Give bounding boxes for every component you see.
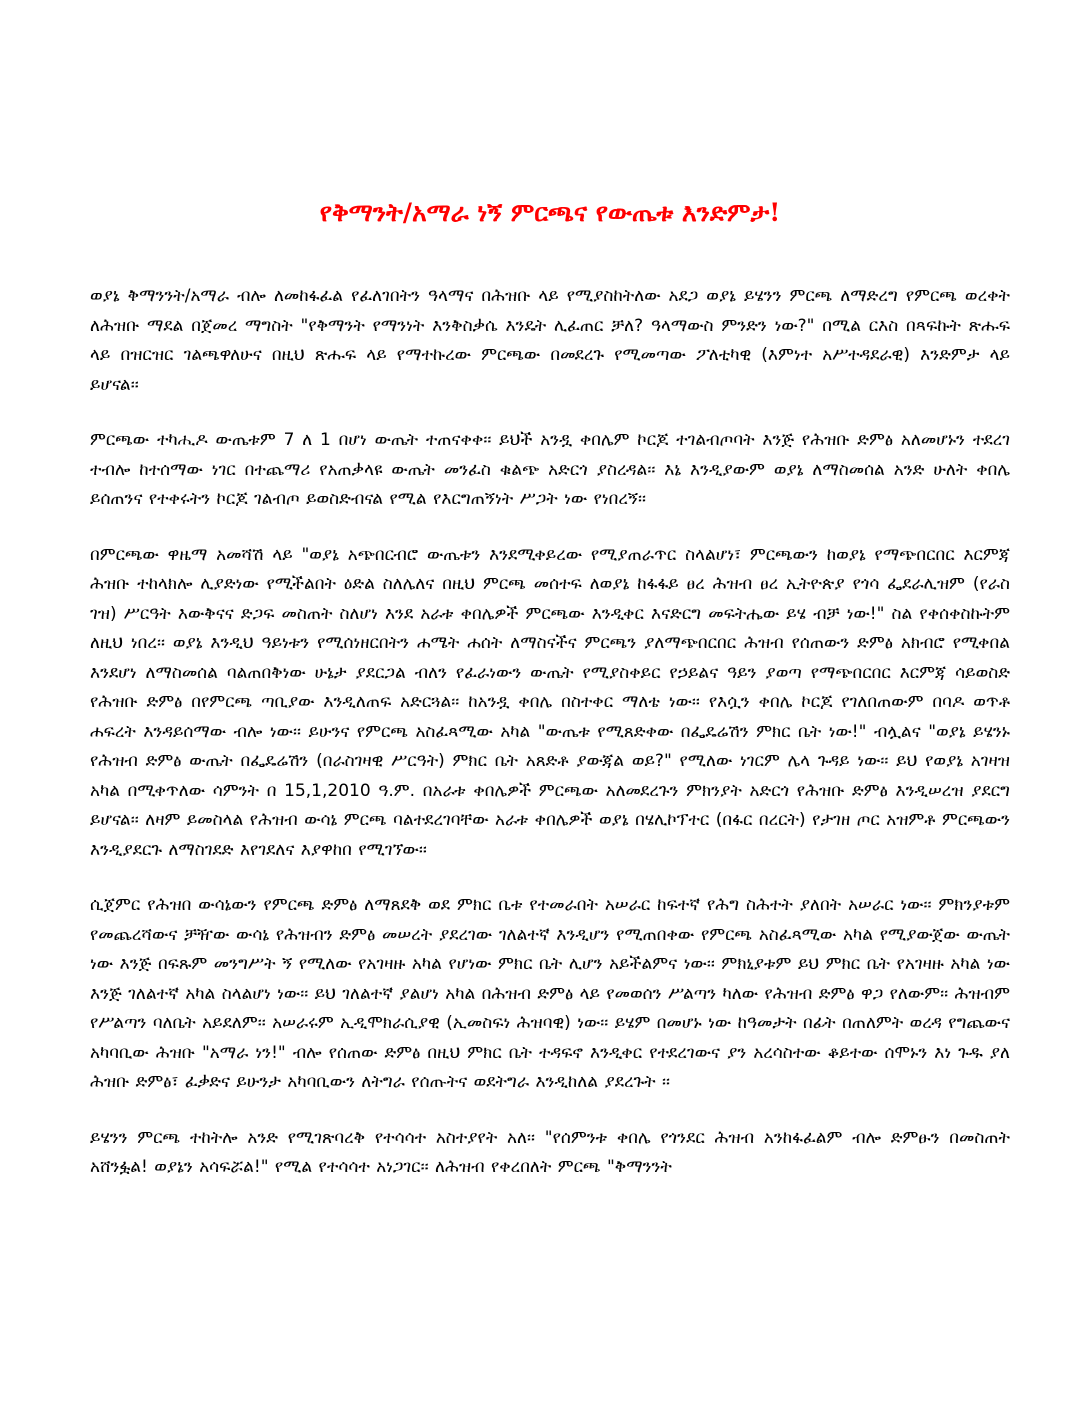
paragraph-2: ምርጫው ተካሒዶ ውጤቱም 7 ለ 1 በሆነ ውጤት ተጠናቀቀ፡፡ ይህች አንዷ ቀበሌም ኮርጆ ተገልብጦባት እንጅ የሕዝቡ ድምፅ አለመሆኑን ተደረገ ተብሎ ከተሰማው ነገር በተጨማሪ የአጠቃላዩ ውጤት መንፈስ ቁልጭ አድርጎ ያስረዳል፡፡ እኔ እንዲያውም ወያኔ ለማስመሰል አንድ ሁለት ቀበሌ ይሰጠንና የተቀሩትን ኮርጆ ገልብጦ ይወስድብናል የሚል የእርግጠኝነት ሥጋት ነው የነበረኝ፡፡ bbox=[90, 430, 1010, 509]
paragraph-4: ሲጀምር የሕዝበ ውሳኔውን የምርጫ ድምፅ ለማጸደቅ ወደ ምክር ቤቱ የተመራበት አሠራር ከፍተኛ የሕግ ስሕተት ያለበት አሠራር ነው፡፡ ምክንያቱም የመጨረሻውና ቻዥው ውሳኔ የሕዝብን ድምፅ መሠረት ያደረገው ገለልተኛ እንዲሆን የሚጠበቀው የምርጫ አስፈጻሚው አካል የሚያውጀው ውጤት ነው እንጅ በፍጹም መንግሥት ኝ የሚለው የአገዛዙ አካል የሆነው ምክር ቤት ሊሆን አይችልምና ነው፡፡ ምክኒያቱም ይህ ምክር ቤት የአገዛዙ አካል ነው እንጅ ገለልተኛ አካል ስላልሆነ ነው፡፡ ይህ ገለልተኛ ያልሆነ አካል በሕዝብ ድምፅ ላይ የመወሰን ሥልጣን ካለው የሕዝብ ድምፅ ዋጋ የለውም፡፡ ሕዝብም የሥልጣን ባለቤት አይደለም፡፡ አሠራሩም ኢዲሞክራሲያዊ (ኢመስፍነ ሕዝባዊ) ነው፡፡ ይሄም በመሆኑ ነው ከዓመታት በፊት በጠለምት ወረዳ የግጨውና አካባቢው ሕዝቡ "አማራ ነን!" ብሎ የሰጠው ድምፅ በዚህ ምክር ቤት ተዳፍኖ እንዲቀር የተደረገውና ያን አረሳስተው ቆይተው ሰሞኑን እነ ጉዱ ያለ ሕዝቡ ድምፅ፣ ፈቃድና ይሁንታ አካባቢውን ለትግራ የሰጡትና ወደትግራ እንዲከለል ያደረጉት ፡፡ bbox=[90, 895, 1010, 1092]
paragraph-5: ይሄንን ምርጫ ተከትሎ አንድ የሚገጽባረቅ የተሳሳተ አስተያየት አለ፡፡ "የሰምንቱ ቀበሌ የጎንደር ሕዝብ አንከፋፈልም ብሎ ድምፁን በመስጠት አሸንፏል! ወያኔን አሳፍሯል!" የሚል የተሳሳተ አነጋገር፡፡ ለሕዝብ የቀረበለት ምርጫ "ቅማንንት bbox=[90, 1127, 1010, 1177]
paragraph-3: በምርጫው ዋዜማ አመሻሽ ላይ "ወያኔ አጭበርብሮ ውጤቱን እንደሚቀይረው የሚያጠራጥር ስላልሆነ፣ ምርጫውን ከወያኔ የማጭበርበር እርምጃ ሕዝቡ ተከላክሎ ሊያድነው የሚችልበት ዕድል ስለሌለና በዚህ ምርጫ መሰተፍ ለወያኔ ከፋፋይ ፀረ ሕዝብ ፀረ ኢትዮጵያ የጎሳ ፌደራሊዝም (የራስ ገዝ) ሥርዓት እውቅናና ድጋፍ መስጠት ስለሆነ እንደ አራቱ ቀበሌዎች ምርጫው እንዲቀር እናድርግ መፍትሔው ይሄ ብቻ ነው!" ስል የቀሰቀስኩትም ለዚህ ነበረ፡፡ ወያኔ እንዲህ ዓይነቱን የሚሰነዘርበትን ሐሜት ሐሰት ለማስናችና ምርጫን ያለማጭበርበር ሕዝብ የሰጠውን ድምፅ አክብሮ የሚቀበል እንደሆነ ለማስመሰል ባልጠበቅነው ሁኔታ ያደርጋል ብለን የፈራነውን ውጤት የሚያስቀይር የኃይልና ዓይን ያወጣ የማጭበርበር እርምጃ ሳይወስድ የሕዝቡ ድምፅ በየምርጫ ጣቢያው እንዲለጠፍ አድርጓል፡፡ ከአንዷ ቀበሌ በስተቀር ማለቴ ነው፡፡ የእሷን ቀበሌ ኮርጆ የገለበጠውም በባዶ ወጥቶ ሐፍረት እንዳይሰማው ብሎ ነው፡፡ ይሁንና የምርጫ አስፈጻሚው አካል "ውጤቱ የሚጸድቀው በፌዴሬሽን ምክር ቤት ነው!" ብሏልና "ወያኔ ይሄንኑ የሕዝብ ድምፅ ውጤት በፌዴሬሽን (በራስገዛዊ ሥርዓት) ምክር ቤት አጸድቶ ያውጃል ወይ?" የሚለው ነገርም ሌላ ጉዳይ ነው፡፡ ይህ የወያኔ አገዛዝ አካል በሚቀጥለው ሳምንት በ 15,1,2010 ዓ.ም. በአራቱ ቀበሌዎች ምርጫው አለመደረጉን ምክንያት አድርጎ የሕዝቡ ድምፅ እንዲሠረዝ ያደርግ ይሆናል፡፡ ለዛም ይመስላል የሕዝብ ውሳኔ ምርጫ ባልተደረገባቸው አራቱ ቀበሌዎች ወያኔ በሄሊኮፕተር (በፋር በረርት) የታገዘ ጦር አዝምቶ ምርጫውን እንዲያደርጉ ለማስገደድ እየገደለና እያዋከበ የሚገኘው፡፡ bbox=[90, 544, 1010, 860]
document-title: የቅማንት/አማራ ነኝ ምርጫና የውጤቱ እንድምታ! bbox=[319, 198, 781, 227]
paragraph-1: ወያኔ ቅማንንት/አማራ ብሎ ለመከፋፈል የፈለገበትን ዓላማና በሕዝቡ ላይ የሚያስከትለው አደጋ ወያኔ ይሄንን ምርጫ ለማድረግ የምርጫ ወረቀት ለሕዝቡ ማደል በጀመረ ማግስት "የቅማንት የማንነት እንቅስቃሴ እንዴት ሊፈጠር ቻለ? ዓላማውስ ምንድን ነው?" በሚል ርእስ በጻፍኩት ጽሑፍ ላይ በዝርዝር ገልጫዋለሁና በዚህ ጽሑፍ ላይ የማተኩረው ምርጫው በመደረጉ የሚመጣው ፖለቲካዊ (እምነተ አሥተዳደራዊ) እንድምታ ላይ ይሆናል፡፡ bbox=[90, 286, 1010, 395]
document-body bbox=[90, 282, 1010, 1183]
